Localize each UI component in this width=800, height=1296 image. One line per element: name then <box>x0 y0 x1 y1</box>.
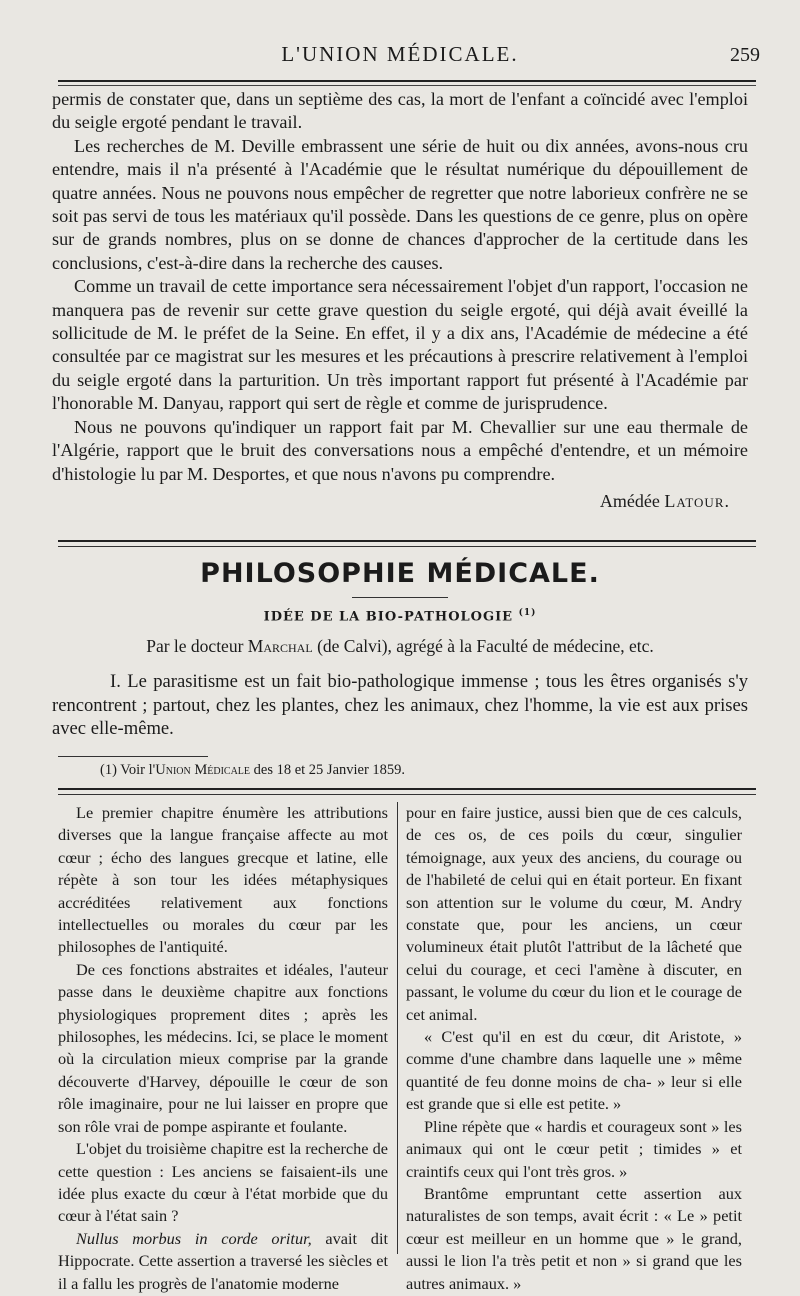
two-column-body <box>58 802 748 1293</box>
lead-paragraph-block <box>52 670 748 741</box>
signature-first-name: Amédée <box>599 490 660 511</box>
paragraph: « C'est qu'il en est du cœur, dit Aristote, » comme d'une chambre dans laquelle une » même quantité de feu donne moins de cha- » leur si elle est grande que si elle est petite. » <box>406 1027 742 1114</box>
paragraph <box>58 1228 388 1295</box>
byline-author-name: Marchal <box>247 636 313 656</box>
footnote-reference: (1) <box>518 608 537 618</box>
byline-prefix: Par le docteur <box>146 636 244 656</box>
paragraph: De ces fonctions abstraites et idéales, l'auteur passe dans le deuxième chapitre aux fonctions physiologiques proprement dites ; après les philosophes, les médecins. Ici, se place le moment où la circulation mieux comprise par la grande découverte d'Harvey, dépouille le cœur de son rôle imaginaire, pour ne lui laisser en propre que son rôle vrai de pompe aspirante et foulante. <box>58 959 388 1136</box>
section-rule-top-thin <box>58 546 756 547</box>
section-title: PHILOSOPHIE MÉDICALE. <box>200 558 600 589</box>
author-signature <box>52 490 730 513</box>
paragraph: L'objet du troisième chapitre est la recherche de cette question : Les anciens se faisaient-ils une idée plus exacte du cœur à l'état morbide que du cœur à l'état sain ? <box>58 1139 388 1226</box>
byline <box>0 636 800 657</box>
title-ornament-rule <box>352 597 448 598</box>
byline-suffix: (de Calvi), agrégé à la Faculté de médecine, etc. <box>317 636 654 656</box>
column-divider <box>397 802 398 1254</box>
left-column <box>58 802 388 1295</box>
paragraph: Nous ne pouvons qu'indiquer un rapport fait par M. Chevallier sur une eau thermale de l'Algérie, rapport que le bruit des conversations nous a empêché d'entendre, et un mémoire d'histologie lu par M. Desportes, et que nous n'avons pu comprendre. <box>52 416 748 484</box>
paragraph: Le premier chapitre énumère les attributions diverses que la langue française affecte au mot cœur ; écho des langues grecque et latine, elle répète à son tour les idées métaphysiques accréditées relativement aux fonctions intellectuelles ou morales du cœur par les philosophes de l'antiquité. <box>58 803 388 957</box>
article-title <box>0 608 800 624</box>
footnote-rule <box>58 756 208 757</box>
signature-last-name: Latour. <box>664 490 730 511</box>
header-rule-thin <box>58 85 756 86</box>
paragraph: pour en faire justice, aussi bien que de ces calculs, de ces os, de ces poils du cœur, singulier témoignage, aux yeux des anciens, du courage ou de l'habileté de celui qui en était porteur. En fixant son attention sur le volume du cœur, M. Andry constate que, pour les anciens, un cœur volumineux était plutôt l'attribut de la lâcheté que celui du courage, et ceci l'amène à discuter, en passant, le volume du cœur du lion et le courage de cet animal. <box>406 803 742 1024</box>
latin-quote: Nullus morbus in corde oritur, <box>76 1228 312 1248</box>
columns-rule-top <box>58 788 756 790</box>
running-head <box>0 42 800 72</box>
right-column <box>406 802 742 1295</box>
paragraph: Pline répète que « hardis et courageux sont » les animaux qui ont le cœur petit ; timides » et craintifs ceux qui l'ont très gros. » <box>406 1116 742 1181</box>
upper-article-text <box>52 88 748 513</box>
section-rule-top <box>58 540 756 542</box>
running-title: L'UNION MÉDICALE. <box>281 42 519 66</box>
header-rule <box>58 80 756 82</box>
footnote-prefix: (1) Voir l' <box>100 762 156 778</box>
footnote-journal: Union Médicale <box>155 762 251 778</box>
page-number: 259 <box>730 44 760 66</box>
footnote-suffix: des 18 et 25 Janvier 1859. <box>250 762 406 778</box>
paragraph: Les recherches de M. Deville embrassent une série de huit ou dix années, avons-nous cru entendre, mais il n'a présenté à l'Académie que le résultat numérique du dépouillement de quatre années. Nous ne pouvons nous empêcher de regretter que notre laborieux confrère ne se soit pas servi de tous les matériaux qu'il possède. Dans les questions de ce genre, plus on opère sur de grands nombres, plus on se donne de chances d'approcher de la certitude dans les conclusions, c'est-à-dire dans la recherche des causes. <box>52 135 748 273</box>
quote-attribution: avait dit Hippocrate. Cette assertion a traversé les siècles et il a fallu les progrès de l'anatomie moderne <box>58 1228 388 1293</box>
paragraph: Brantôme empruntant cette assertion aux naturalistes de son temps, avait écrit : « Le » petit cœur est meilleur en un homme que » le grand, aussi le lion l'a très petit et non » si grand que les autres animaux. » <box>406 1183 742 1293</box>
paragraph: Comme un travail de cette importance sera nécessairement l'objet d'un rapport, l'occasion ne manquera pas de revenir sur cette grave question du seigle ergoté, qui déjà avait éveillé la sollicitude de M. le préfet de la Seine. En effet, il y a dix ans, l'Académie de médecine a été consultée par ce magistrat sur les mesures et les précautions à prescrire relativement à l'emploi du seigle ergoté dans la parturition. Un très important rapport fut présenté à l'Académie par l'honorable M. Danyau, rapport qui sert de règle et comme de jurisprudence. <box>52 276 748 414</box>
lead-paragraph: I. Le parasitisme est un fait bio-pathologique immense ; tous les êtres organisés s'y rencontrent ; partout, chez les plantes, chez les animaux, chez l'homme, la vie est aux prises avec elle-même. <box>52 671 748 739</box>
columns-rule-top-thin <box>58 794 756 795</box>
footnote <box>100 762 405 779</box>
paragraph: permis de constater que, dans un septième des cas, la mort de l'enfant a coïncidé avec l'emploi du seigle ergoté pendant le travail. <box>52 89 748 133</box>
article-title-text: IDÉE DE LA BIO-PATHOLOGIE <box>263 609 514 625</box>
